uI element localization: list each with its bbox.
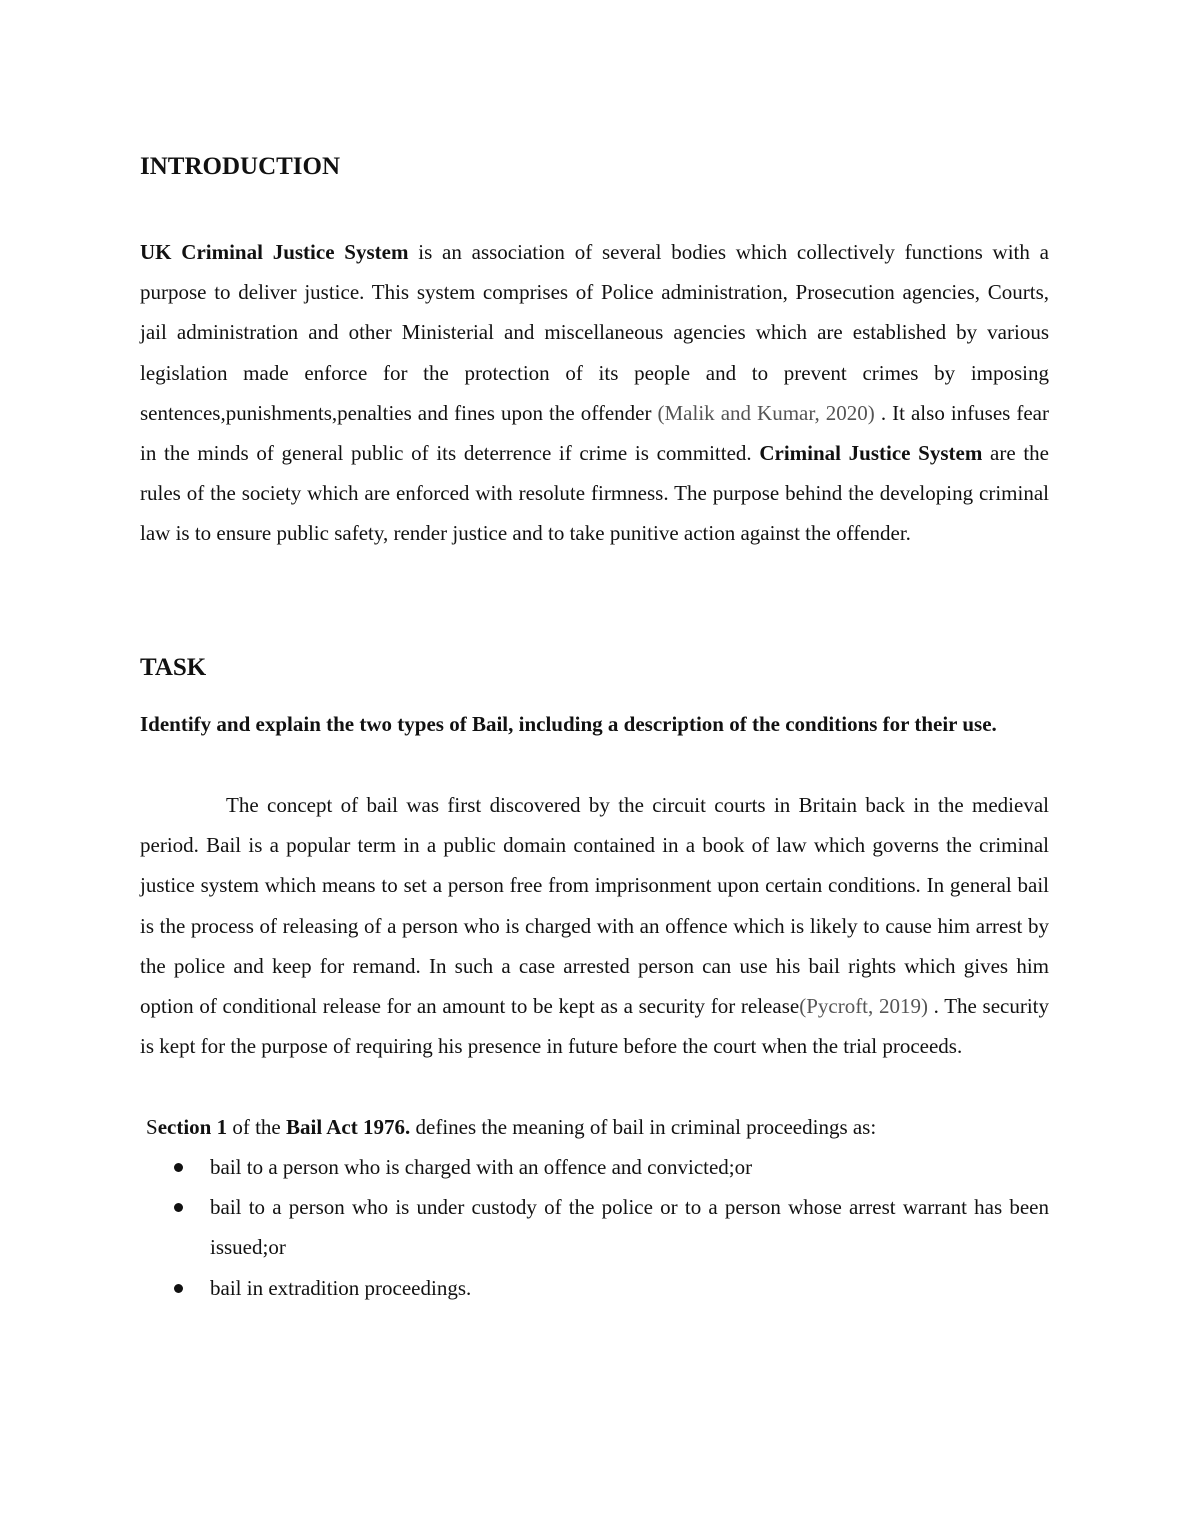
section-rest: defines the meaning of bail in criminal proceedings as: <box>410 1115 877 1139</box>
intro-text-1: is an association of several bodies which collectively functions with a purpose to deliver justice. This system comprises of Police administration, Prosecution agencies, Courts, jail administration and other Ministerial and miscellaneous agencies which are established by various legislation made enforce for the protection of its people and to prevent crimes by imposing sentences,punishments,penalties and fines upon the offender <box>140 240 1049 425</box>
citation-pycroft: (Pycroft, 2019) <box>799 994 928 1019</box>
uk-cjs-bold: UK Criminal Justice System <box>140 240 409 264</box>
introduction-paragraph <box>140 232 1049 554</box>
section-1-line <box>146 1107 1055 1147</box>
bail-text-1: The concept of bail was first discovered by the circuit courts in Britain back in the medieval period. Bail is a popular term in a public domain contained in a book of law which governs the criminal justice system which means to set a person free from imprisonment upon certain conditions. In general bail is the process of releasing of a person who is charged with an offence which is likely to cause him arrest by the police and keep for remand. In such a case arrested person can use his bail rights which gives him option of conditional release for an amount to be kept as a security for release <box>140 793 1049 1019</box>
task-heading: TASK <box>140 654 207 681</box>
bullet-icon <box>174 1203 183 1212</box>
list-item-text: bail to a person who is charged with an offence and convicted;or <box>210 1155 753 1179</box>
task-question: Identify and explain the two types of Bail, including a description of the conditions for their use. <box>140 712 997 736</box>
list-item-text: bail in extradition proceedings. <box>210 1275 472 1300</box>
introduction-heading: INTRODUCTION <box>140 153 341 180</box>
list-item-text: bail to a person who is under custody of the police or to a person whose arrest warrant has been issued;or <box>210 1195 1049 1260</box>
bail-act-bold: Bail Act 1976. <box>286 1115 411 1139</box>
bail-text-2: . The security is kept for the purpose of requiring his presence in future before the court when the trial proceeds. <box>140 994 1050 1059</box>
intro-text-2: . It also infuses fear in the minds of general public of its deterrence if crime is committed. <box>140 400 1050 466</box>
section-of: of the <box>227 1115 286 1139</box>
section-1-bold: ection 1 <box>157 1115 228 1139</box>
list-item <box>140 1147 1049 1187</box>
list-item <box>140 1187 1049 1267</box>
bullet-icon <box>174 1284 183 1293</box>
cjs-bold: Criminal Justice System <box>759 441 983 466</box>
bullet-icon <box>174 1163 183 1172</box>
bail-definition-list <box>140 1147 1049 1308</box>
bail-concept-paragraph <box>140 785 1049 1066</box>
intro-text-3: are the rules of the society which are enforced with resolute firmness. The purpose behind the developing criminal law is to ensure public safety, render justice and to take punitive action against the offender. <box>140 441 1049 546</box>
section-prefix: S <box>146 1115 158 1139</box>
list-item <box>140 1268 1049 1308</box>
citation-malik-kumar: (Malik and Kumar, 2020) <box>657 400 875 425</box>
